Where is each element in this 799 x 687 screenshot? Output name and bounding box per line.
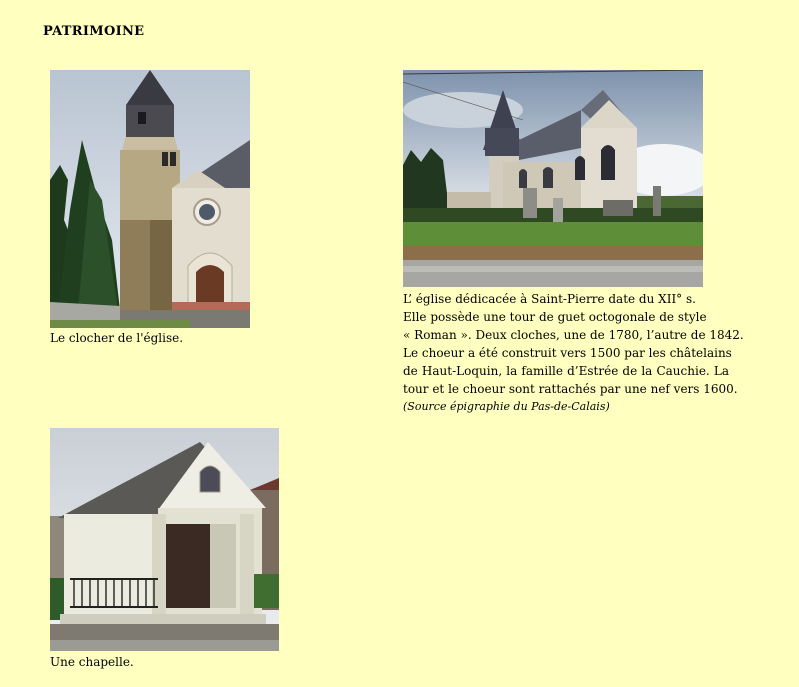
description-line: L’ église dédicacée à Saint-Pierre date du XII° s. <box>403 292 696 306</box>
chapel-caption: Une chapelle. <box>50 655 134 669</box>
bell-tower-caption: Le clocher de l'église. <box>50 331 184 345</box>
description-line: de Haut-Loquin, la famille d’Estrée de la Cauchie. La <box>403 364 729 378</box>
description-line: Elle possède une tour de guet octogonale de style <box>403 310 707 324</box>
description-line: « Roman ». Deux cloches, une de 1780, l’autre de 1842. <box>403 328 744 342</box>
page-title: PATRIMOINE <box>43 24 145 39</box>
church-photo <box>403 70 703 287</box>
description-line: Le choeur a été construit vers 1500 par les châtelains <box>403 346 732 360</box>
chapel-photo <box>50 428 279 651</box>
church-description <box>403 290 744 416</box>
bell-tower-photo <box>50 70 250 328</box>
description-source: (Source épigraphie du Pas-de-Calais) <box>403 400 610 413</box>
description-line: tour et le choeur sont rattachés par une nef vers 1600. <box>403 382 738 396</box>
